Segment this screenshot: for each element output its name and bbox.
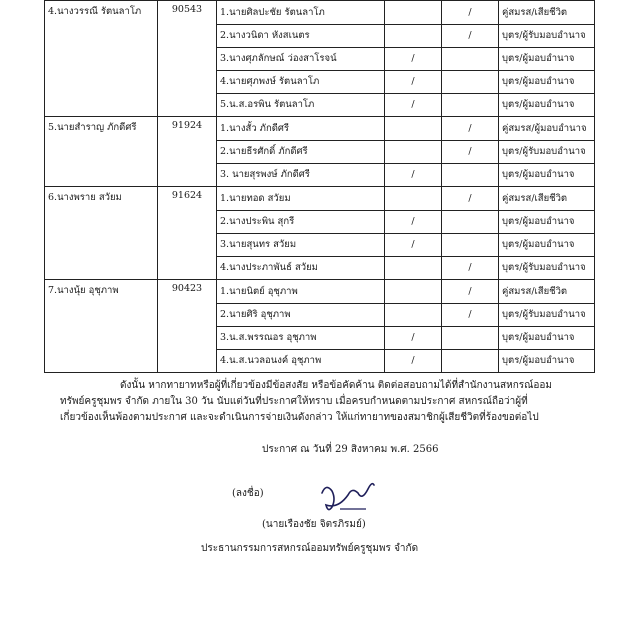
relation-cell: บุตร/ผู้รับมอบอำนาจ bbox=[499, 140, 595, 163]
member-code-cell: 91624 bbox=[158, 187, 217, 211]
mark-column-2-cell: / bbox=[442, 140, 499, 163]
heir-name-cell: 2.นางประพิน สุกรี bbox=[217, 210, 385, 233]
mark-column-2-cell bbox=[442, 233, 499, 256]
table-row bbox=[45, 117, 595, 141]
heir-name-cell: 2.นางวนิดา หังสเนตร bbox=[217, 24, 385, 47]
table-row bbox=[45, 210, 595, 233]
member-name-cell: 4.นางวรรณี รัตนลาโภ bbox=[45, 1, 158, 25]
mark-column-2-cell: / bbox=[442, 256, 499, 280]
relation-cell: บุตร/ผู้มอบอำนาจ bbox=[499, 210, 595, 233]
mark-column-1-cell bbox=[385, 24, 442, 47]
table-row bbox=[45, 47, 595, 70]
member-name-cell bbox=[45, 93, 158, 117]
member-code-cell bbox=[158, 47, 217, 70]
heir-name-cell: 3.นางศุภลักษณ์ ว่องสาโรจน์ bbox=[217, 47, 385, 70]
mark-column-1-cell: / bbox=[385, 210, 442, 233]
member-code-cell bbox=[158, 233, 217, 256]
mark-column-1-cell bbox=[385, 280, 442, 304]
announcement-date: ประกาศ ณ วันที่ 29 สิงหาคม พ.ศ. 2566 bbox=[262, 444, 439, 455]
heir-name-cell: 1.นายศิลปะชัย รัตนลาโภ bbox=[217, 1, 385, 25]
table-row bbox=[45, 233, 595, 256]
mark-column-1-cell: / bbox=[385, 70, 442, 93]
table-row bbox=[45, 349, 595, 373]
heir-name-cell: 4.น.ส.นวลอนงค์ อุชุภาพ bbox=[217, 349, 385, 373]
table-row bbox=[45, 24, 595, 47]
heir-name-cell: 2.นายธีรศักดิ์ ภักดีศรี bbox=[217, 140, 385, 163]
relation-cell: คู่สมรส/เสียชีวิต bbox=[499, 280, 595, 304]
mark-column-2-cell bbox=[442, 163, 499, 187]
relation-cell: บุตร/ผู้มอบอำนาจ bbox=[499, 163, 595, 187]
member-name-cell bbox=[45, 256, 158, 280]
mark-column-1-cell: / bbox=[385, 233, 442, 256]
notice-paragraph bbox=[60, 378, 590, 394]
heir-name-cell: 3. นายสุรพงษ์ ภักดีศรี bbox=[217, 163, 385, 187]
mark-column-1-cell bbox=[385, 140, 442, 163]
member-name-cell: 6.นางพราย สวัยม bbox=[45, 187, 158, 211]
heir-name-cell: 4.นายศุภพงษ์ รัตนลาโภ bbox=[217, 70, 385, 93]
table-row bbox=[45, 163, 595, 187]
relation-cell: บุตร/ผู้รับมอบอำนาจ bbox=[499, 303, 595, 326]
heir-name-cell: 3.น.ส.พรรณอร อุชุภาพ bbox=[217, 326, 385, 349]
mark-column-1-cell bbox=[385, 1, 442, 25]
heir-name-cell: 1.นายนิตย์ อุชุภาพ bbox=[217, 280, 385, 304]
heir-name-cell: 3.นายสุนทร สวัยม bbox=[217, 233, 385, 256]
member-code-cell: 91924 bbox=[158, 117, 217, 141]
relation-cell: บุตร/ผู้รับมอบอำนาจ bbox=[499, 24, 595, 47]
mark-column-1-cell: / bbox=[385, 47, 442, 70]
mark-column-1-cell: / bbox=[385, 326, 442, 349]
mark-column-2-cell bbox=[442, 47, 499, 70]
mark-column-2-cell bbox=[442, 70, 499, 93]
signature-image bbox=[318, 475, 376, 515]
mark-column-1-cell bbox=[385, 303, 442, 326]
table-row bbox=[45, 303, 595, 326]
heir-name-cell: 1.นางสั้ว ภักดีศรี bbox=[217, 117, 385, 141]
mark-column-2-cell: / bbox=[442, 117, 499, 141]
mark-column-1-cell: / bbox=[385, 163, 442, 187]
table-row bbox=[45, 326, 595, 349]
signature-label: (ลงชื่อ) bbox=[232, 488, 264, 499]
mark-column-2-cell bbox=[442, 326, 499, 349]
mark-column-1-cell: / bbox=[385, 93, 442, 117]
relation-cell: บุตร/ผู้มอบอำนาจ bbox=[499, 349, 595, 373]
mark-column-2-cell bbox=[442, 210, 499, 233]
notice-line-1: ดังนั้น หากทายาทหรือผู้ที่เกี่ยวข้องมีข้อสงสัย หรือข้อคัดค้าน ติดต่อสอบถามได้ที่สำนักงานสหกรณ์ออม bbox=[120, 380, 552, 391]
relation-cell: คู่สมรส/ผู้มอบอำนาจ bbox=[499, 117, 595, 141]
notice-line-2: ทรัพย์ครูชุมพร จำกัด ภายใน 30 วัน นับแต่วันที่ประกาศให้ทราบ เมื่อครบกำหนดตามประกาศ สหกรณ์ถือว่าผู้ที่ bbox=[60, 396, 528, 407]
mark-column-1-cell bbox=[385, 187, 442, 211]
heir-name-cell: 5.น.ส.อรพิน รัตนลาโภ bbox=[217, 93, 385, 117]
mark-column-1-cell: / bbox=[385, 349, 442, 373]
member-code-cell: 90543 bbox=[158, 1, 217, 25]
heirs-table-body bbox=[45, 1, 595, 373]
signer-title: ประธานกรรมการสหกรณ์ออมทรัพย์ครูชุมพร จำกัด bbox=[201, 543, 419, 554]
member-code-cell bbox=[158, 326, 217, 349]
heir-name-cell: 4.นางประภาพันธ์ สวัยม bbox=[217, 256, 385, 280]
table-row bbox=[45, 93, 595, 117]
table-row bbox=[45, 280, 595, 304]
mark-column-2-cell bbox=[442, 93, 499, 117]
heir-name-cell: 1.นายทอด สวัยม bbox=[217, 187, 385, 211]
member-code-cell bbox=[158, 24, 217, 47]
table-row bbox=[45, 187, 595, 211]
notice-line-3: เกี่ยวข้องเห็นพ้องตามประกาศ และจะดำเนินการจ่ายเงินดังกล่าว ให้แก่ทายาทของสมาชิกผู้เสียชีวิตที่ร้องขอต่อไป bbox=[60, 412, 539, 423]
member-code-cell bbox=[158, 140, 217, 163]
member-code-cell bbox=[158, 93, 217, 117]
signer-name: (นายเรืองชัย จิตรภิรมย์) bbox=[262, 519, 366, 530]
relation-cell: บุตร/ผู้มอบอำนาจ bbox=[499, 47, 595, 70]
relation-cell: คู่สมรส/เสียชีวิต bbox=[499, 187, 595, 211]
member-code-cell bbox=[158, 163, 217, 187]
relation-cell: บุตร/ผู้รับมอบอำนาจ bbox=[499, 256, 595, 280]
relation-cell: บุตร/ผู้มอบอำนาจ bbox=[499, 70, 595, 93]
mark-column-1-cell bbox=[385, 117, 442, 141]
mark-column-2-cell: / bbox=[442, 1, 499, 25]
mark-column-2-cell: / bbox=[442, 280, 499, 304]
table-row bbox=[45, 1, 595, 25]
member-code-cell: 90423 bbox=[158, 280, 217, 304]
mark-column-2-cell bbox=[442, 349, 499, 373]
relation-cell: บุตร/ผู้มอบอำนาจ bbox=[499, 93, 595, 117]
table-row bbox=[45, 70, 595, 93]
member-name-cell bbox=[45, 349, 158, 373]
member-code-cell bbox=[158, 303, 217, 326]
member-code-cell bbox=[158, 256, 217, 280]
member-name-cell: 7.นางนุ้ย อุชุภาพ bbox=[45, 280, 158, 304]
member-code-cell bbox=[158, 210, 217, 233]
member-name-cell bbox=[45, 24, 158, 47]
member-name-cell bbox=[45, 47, 158, 70]
mark-column-1-cell bbox=[385, 256, 442, 280]
mark-column-2-cell: / bbox=[442, 303, 499, 326]
mark-column-2-cell: / bbox=[442, 24, 499, 47]
member-code-cell bbox=[158, 349, 217, 373]
mark-column-2-cell: / bbox=[442, 187, 499, 211]
heirs-table bbox=[44, 0, 595, 373]
member-code-cell bbox=[158, 70, 217, 93]
member-name-cell bbox=[45, 163, 158, 187]
member-name-cell bbox=[45, 70, 158, 93]
member-name-cell: 5.นายสำราญ ภักดีศรี bbox=[45, 117, 158, 141]
member-name-cell bbox=[45, 233, 158, 256]
table-row bbox=[45, 256, 595, 280]
heir-name-cell: 2.นายศิริ อุชุภาพ bbox=[217, 303, 385, 326]
relation-cell: บุตร/ผู้มอบอำนาจ bbox=[499, 233, 595, 256]
member-name-cell bbox=[45, 140, 158, 163]
relation-cell: บุตร/ผู้มอบอำนาจ bbox=[499, 326, 595, 349]
table-row bbox=[45, 140, 595, 163]
member-name-cell bbox=[45, 303, 158, 326]
member-name-cell bbox=[45, 210, 158, 233]
member-name-cell bbox=[45, 326, 158, 349]
relation-cell: คู่สมรส/เสียชีวิต bbox=[499, 1, 595, 25]
